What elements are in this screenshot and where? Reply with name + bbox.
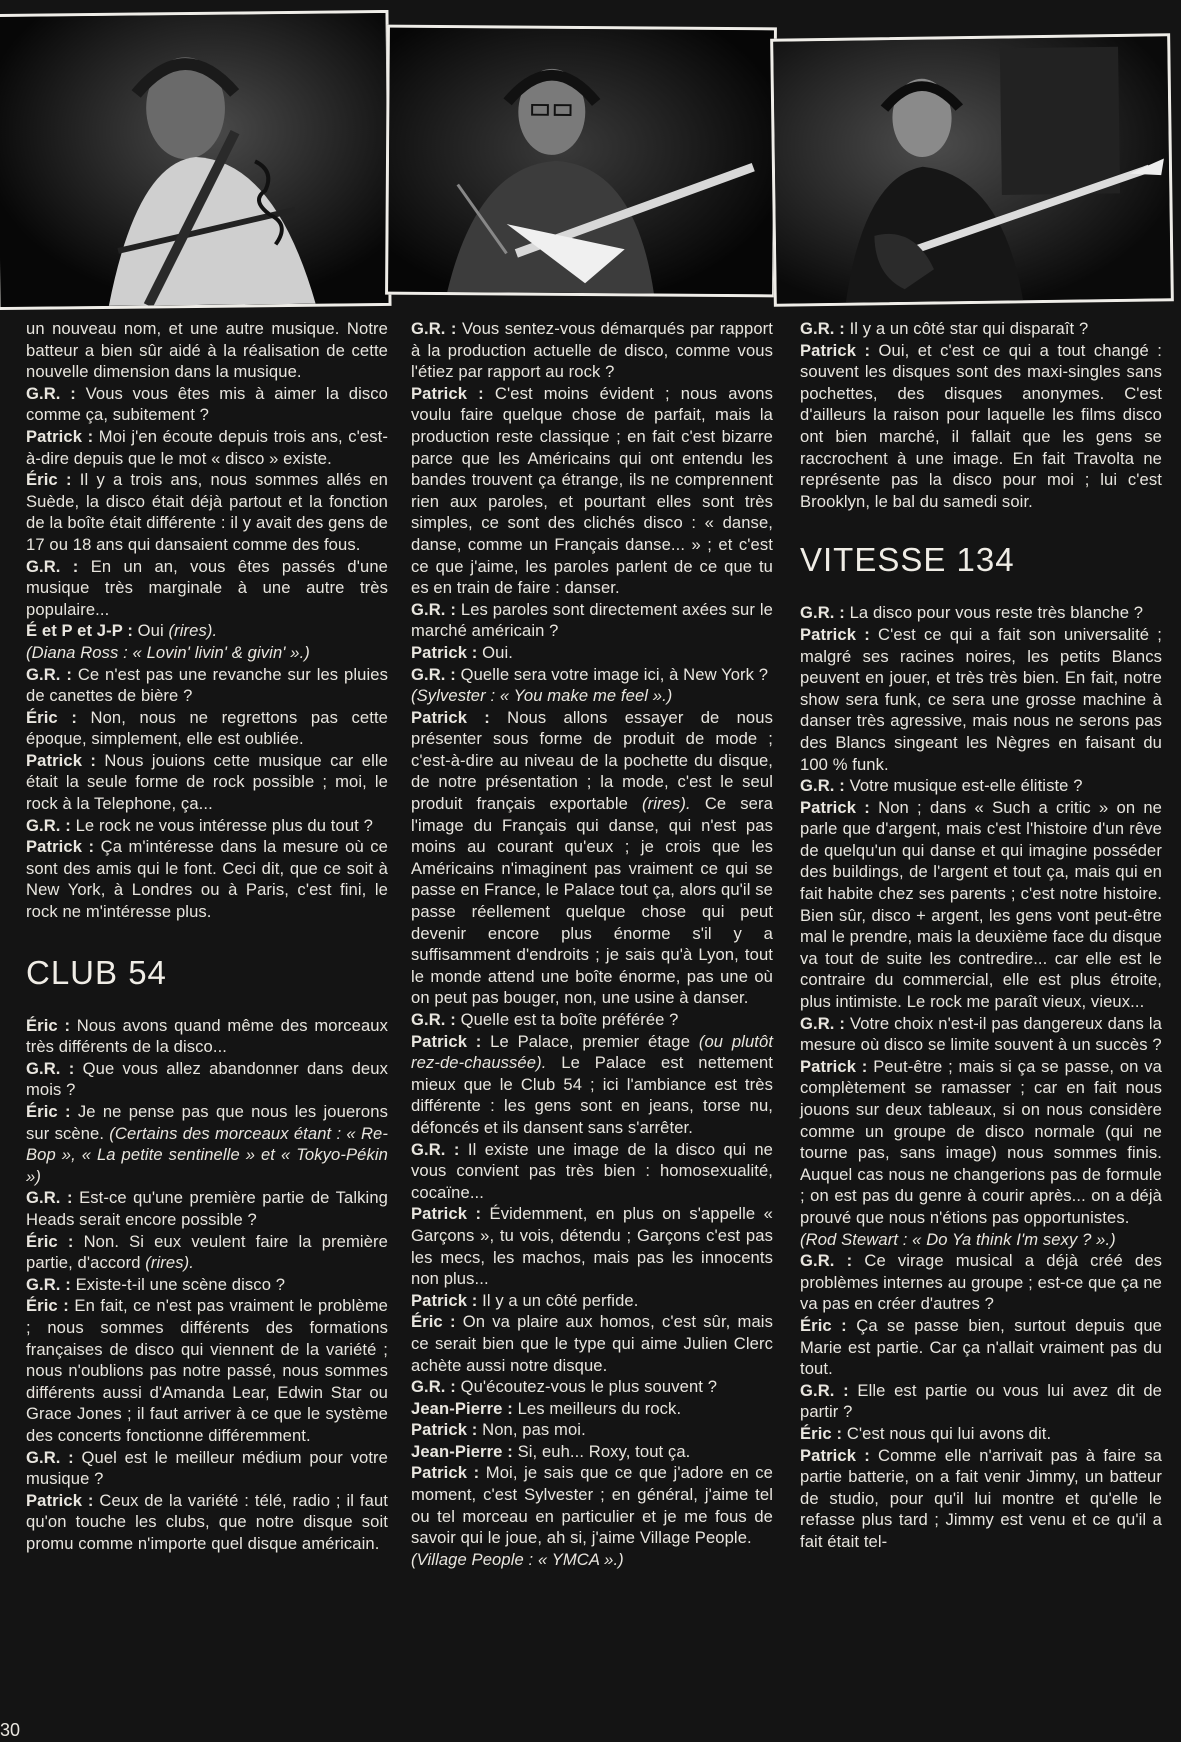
text: Vous vous êtes mis à aimer la disco comme ça, subitement ? <box>26 383 388 425</box>
text: Non ; dans « Such a critic » on ne parle que d'argent, mais c'est l'histoire d'un rêve de quelqu'un qui danse et qui imagine posséder des buildings, de l'argent et tout ça, mais qui en fait habite chez ses parents ; c'est notre histoire. Bien sûr, disco + argent, les gens vont peut-être mal le prendre, mais la deuxième face du disque va tout de suite les contredire... car elle est le contraire du commercial, elle est plus étroite, plus intimiste. Le rock me paraît vieux, vieux... <box>800 797 1163 1012</box>
paragraph <box>411 1376 773 1398</box>
text: Le rock ne vous intéresse plus du tout ? <box>75 815 373 835</box>
speaker: G.R. : <box>411 1377 456 1397</box>
paragraph <box>800 340 1162 513</box>
photo-bassist <box>770 33 1174 307</box>
section-heading-club-54: CLUB 54 <box>26 953 167 991</box>
speaker: Patrick : <box>26 1490 94 1510</box>
text: Ce sera l'image du Français qui danse, qui n'est pas moins au courant qu'eux ; je crois que les Américains n'imaginent pas vraiment ce qui se passe en France, le Palace tout ça, alors qu'il se passe réellement quelque chose qui peut devenir encore plus énorme s'il y a suffisamment d'endroits ; je sais qu'à Lyon, tout le monde attend une boîte énorme, pas une où on peut pas bouger, non, une usine à danser. <box>411 794 773 1008</box>
paragraph <box>26 1274 388 1296</box>
paragraph <box>26 383 388 426</box>
speaker: Éric : <box>26 1102 71 1121</box>
text: Que vous allez abandonner dans deux mois ? <box>26 1058 388 1100</box>
paragraph <box>411 1009 773 1031</box>
paragraph <box>26 1490 388 1555</box>
paragraph <box>411 1031 773 1139</box>
text: Nous allons essayer de nous présenter sous forme de produit de mode ; c'est-à-dire au niveau de la pochette du disque, de notre présentation ; la mode, c'est le seul produit français exportable <box>411 707 773 814</box>
text: Ceux de la variété : télé, radio ; il faut qu'on touche les clubs, que notre disque soit promu comme n'importe quel disque américain. <box>26 1490 388 1553</box>
speaker: Jean-Pierre : <box>411 1398 513 1418</box>
text: Comme elle n'arrivait pas à faire sa partie batterie, on a fait venir Jimmy, un batteur de studio, pour qu'il lui montre et qu'elle le refasse plus tard ; Jimmy est venu et ce qu'il a fait était tel- <box>800 1445 1163 1551</box>
paragraph <box>800 318 1162 340</box>
aside: (ou plutôt rez-de-chaussée). <box>411 1031 774 1073</box>
speaker: Patrick : <box>800 340 871 360</box>
text: Oui. <box>482 642 513 662</box>
speaker: Éric : <box>800 1423 843 1443</box>
paragraph <box>26 815 388 837</box>
paragraph <box>411 1419 773 1441</box>
paragraph <box>411 1311 773 1376</box>
photo-guitarist-glasses <box>385 25 777 298</box>
text: Il existe une image de la disco qui ne vous convient pas très bien : homosexualité, cocaïne... <box>411 1139 773 1202</box>
paragraph <box>800 1315 1162 1380</box>
aside: (rires). <box>642 794 691 814</box>
text: Oui, et c'est ce qui a tout changé : souvent les disques sont des maxi-singles sans pochettes, des disques anonymes. C'est d'ailleurs la raison pour laquelle les films disco ont bien marché, il fallait que les gens se raccrochent à une image. En fait Travolta ne représente pas la disco pour moi ; lui c'est Brooklyn, le bal du samedi soir. <box>800 340 1162 511</box>
paragraph <box>800 1013 1162 1056</box>
column-right <box>800 318 1162 1552</box>
text: Oui <box>137 621 164 641</box>
speaker: G.R. : <box>411 599 456 619</box>
text: Le Palace, premier étage <box>490 1031 691 1051</box>
text: Les paroles sont directement axées sur le marché américain ? <box>411 599 773 641</box>
text: C'est ce qui a fait son universalité ; malgré ses racines noires, les petits Blancs peuvent en jouer, et très très bien. En fait, notre show sera funk, ce sera une grosse machine à danser très agressive, mais nous ne serons pas des Blancs singeant les Nègres en faisant du 100 % funk. <box>800 624 1162 774</box>
song-reference: (Sylvester : « You make me feel ».) <box>411 686 673 706</box>
column-middle <box>411 318 773 1570</box>
paragraph <box>411 318 773 383</box>
photo-guitarist-headphones <box>0 10 392 310</box>
column-left <box>26 318 388 1554</box>
speaker: Éric : <box>411 1312 456 1332</box>
text: Quelle sera votre image ici, à New York ? <box>460 664 769 684</box>
speaker: Éric : <box>26 1015 71 1035</box>
speaker: G.R. : <box>26 556 79 576</box>
speaker: Patrick : <box>411 707 490 727</box>
paragraph <box>26 1231 388 1274</box>
speaker: G.R. : <box>411 319 457 338</box>
photo-guitarist-glasses-icon <box>388 28 774 295</box>
paragraph <box>26 1447 388 1490</box>
text: En fait, ce n'est pas vraiment le problème ; nous sommes différents des formations françaises de disco qui viennent de la variété ; nous n'oublions pas notre passé, nous sommes différents aussi d'Amanda Lear, Edwin Star ou Grace Jones ; il faut arriver à ce que le système des concerts fonctionne différemment. <box>26 1296 388 1445</box>
speaker: Patrick : <box>26 750 97 770</box>
text: Votre choix n'est-il pas dangereux dans la mesure où disco se limite souvent à un succès ? <box>800 1013 1162 1055</box>
paragraph <box>26 750 388 815</box>
speaker: G.R. : <box>800 776 845 796</box>
text: Ça m'intéresse dans la mesure où ce sont des amis qui le font. Ceci dit, que ce soit à New York, à Londres ou à Paris, c'est fini, le rock ne m'intéresse plus. <box>26 837 388 922</box>
paragraph <box>800 1250 1162 1315</box>
section-heading-vitesse-134: VITESSE 134 <box>800 541 1015 579</box>
aside: (rires). <box>145 1253 194 1273</box>
text: En un an, vous êtes passés d'une musique très marginale à une autre très populaire... <box>26 556 388 619</box>
text: Nous jouions cette musique car elle était la seule forme de rock possible ; moi, le rock à la Telephone, ça... <box>26 750 389 814</box>
text: Vous sentez-vous démarqués par rapport à la production actuelle de disco, comme vous l'étiez par rapport au rock ? <box>411 319 773 382</box>
paragraph <box>411 664 773 686</box>
page-number: 30 <box>0 1720 21 1740</box>
text: C'est moins évident ; nous avons voulu faire quelque chose de parfait, mais la production reste classique ; en fait c'est bizarre parce que les Américains qui ont entendu les bandes trouvent ça étrange, ils ne comprennent rien aux paroles, et pourtant elles sont très simples, ce sont des clichés disco : « danse, danse, comme un Français danse... » ; et c'est ce que j'aime, les paroles parlent de ce que tu es en train de faire : danser. <box>411 383 774 598</box>
speaker: G.R. : <box>26 815 71 835</box>
speaker: Patrick : <box>800 1056 868 1076</box>
speaker: G.R. : <box>411 664 456 684</box>
speaker: Patrick : <box>800 624 870 644</box>
aside: (rires). <box>168 621 218 641</box>
paragraph <box>411 1462 773 1548</box>
speaker: G.R. : <box>411 1010 456 1029</box>
text: On va plaire aux homos, c'est sûr, mais ce serait bien que le type qui aime Julien Clerc achète aussi notre disque. <box>411 1312 773 1375</box>
paragraph <box>26 426 388 469</box>
song-reference: (Diana Ross : « Lovin' livin' & givin' ».) <box>26 642 310 662</box>
speaker: Patrick : <box>26 426 94 446</box>
song-reference: (Rod Stewart : « Do Ya think I'm sexy ? ».) <box>800 1229 1116 1249</box>
paragraph <box>411 1441 773 1463</box>
speaker: Patrick : <box>411 383 484 403</box>
speaker: G.R. : <box>26 1188 73 1208</box>
text: Non, pas moi. <box>482 1420 586 1440</box>
paragraph <box>26 1058 388 1101</box>
speaker: G.R. : <box>26 1058 75 1078</box>
speaker: Patrick : <box>800 797 870 817</box>
speaker: Patrick : <box>411 642 478 662</box>
paragraph <box>26 1295 388 1446</box>
paragraph <box>411 599 773 642</box>
speaker: G.R. : <box>26 1274 71 1294</box>
text: Votre musique est-elle élitiste ? <box>849 776 1083 796</box>
speaker: G.R. : <box>800 1380 849 1400</box>
speaker: G.R. : <box>26 383 76 403</box>
paragraph <box>411 707 773 1009</box>
text: Ça se passe bien, surtout depuis que Marie est partie. Car ça n'allait vraiment pas du tout. <box>800 1315 1163 1379</box>
speaker: G.R. : <box>800 319 845 338</box>
text: Peut-être ; mais si ça se passe, on va complètement se ramasser ; car en fait nous jouons sur deux tableaux, si on nous considère comme un groupe de disco normale (qui ne tourne pas, sans image) nous sommes finis. Auquel cas nous ne changerions pas de formule ; on est pas du genre à courir après... on a déjà prouvé que nous n'étions pas opportunistes. <box>800 1056 1162 1227</box>
paragraph <box>411 1398 773 1420</box>
paragraph <box>26 1015 388 1058</box>
text: Non, nous ne regrettons pas cette époque, simplement, elle est oubliée. <box>26 707 388 749</box>
paragraph <box>800 775 1162 797</box>
text: Je ne pense pas que nous les jouerons sur scène. <box>26 1102 388 1143</box>
speaker: Patrick : <box>26 837 95 857</box>
speaker: G.R. : <box>26 1447 74 1467</box>
paragraph <box>411 642 773 664</box>
text: Quelle est ta boîte préférée ? <box>460 1010 679 1029</box>
aside: (Certains des morceaux étant : « Re-Bop », « La petite sentinelle » et « Tokyo-Pékin ») <box>26 1123 388 1186</box>
text: La disco pour vous reste très blanche ? <box>849 603 1144 623</box>
speaker: Éric : <box>26 1296 69 1316</box>
paragraph <box>411 1203 773 1289</box>
text: C'est nous qui lui avons dit. <box>846 1423 1052 1443</box>
text: Il y a trois ans, nous sommes allés en Suède, la disco était déjà partout et la fonction de la boîte était différente : il y avait des gens de 17 ou 18 ans qui dansaient comme des fous. <box>26 470 388 554</box>
speaker: Patrick : <box>411 1463 480 1483</box>
speaker: Patrick : <box>411 1204 482 1224</box>
speaker: Jean-Pierre : <box>411 1441 513 1461</box>
text: Il y a un côté perfide. <box>482 1290 639 1310</box>
paragraph <box>800 1445 1162 1553</box>
text: Elle est partie ou vous lui avez dit de partir ? <box>800 1380 1162 1422</box>
text: Évidemment, en plus on s'appelle « Garçons », tu vois, détendu ; Garçons c'est pas les mecs, les machos, mais pas les innocents non plus... <box>411 1204 773 1289</box>
speaker: G.R. : <box>800 603 845 623</box>
text: Le Palace est nettement mieux que le Club 54 ; ici l'ambiance est très différente : les gens sont en jeans, torse nu, défoncés et ils dansent sans s'arrêter. <box>411 1053 773 1137</box>
paragraph <box>411 1139 773 1204</box>
speaker: G.R. : <box>800 1013 846 1033</box>
speaker: Éric : <box>26 1231 74 1251</box>
text: Nous avons quand même des morceaux très différents de la disco... <box>26 1015 389 1057</box>
text: Est-ce qu'une première partie de Talking Heads serait encore possible ? <box>26 1188 388 1229</box>
speaker: Éric : <box>26 707 77 727</box>
speaker: Patrick : <box>411 1290 478 1310</box>
speaker: Éric : <box>26 470 72 490</box>
speaker: G.R. : <box>26 664 72 684</box>
text: Les meilleurs du rock. <box>517 1398 682 1418</box>
speaker: Patrick : <box>411 1031 482 1051</box>
text: Qu'écoutez-vous le plus souvent ? <box>460 1377 718 1397</box>
paragraph <box>26 1187 388 1230</box>
text: Moi, je sais que ce que j'adore en ce moment, c'est Sylvester ; en général, j'aime tel ou tel morceau en particulier et je me fous de savoir qui le joue, ah si, j'aime Village People. <box>411 1463 773 1548</box>
paragraph <box>411 383 773 599</box>
speaker: Éric : <box>800 1315 847 1335</box>
paragraph <box>26 664 388 707</box>
text: Moi j'en écoute depuis trois ans, c'est-à-dire depuis que le mot « disco » existe. <box>26 426 388 468</box>
speaker: G.R. : <box>411 1139 460 1159</box>
paragraph <box>26 1101 388 1187</box>
paragraph <box>26 556 388 621</box>
paragraph <box>26 836 388 922</box>
paragraph <box>800 624 1162 775</box>
paragraph <box>411 1290 773 1312</box>
text: Existe-t-il une scène disco ? <box>75 1274 286 1294</box>
paragraph: un nouveau nom, et une autre musique. Notre batteur a bien sûr aidé à la réalisation de cette nouvelle dimension dans la musique. <box>26 319 388 382</box>
paragraph <box>800 1380 1162 1423</box>
text: Il y a un côté star qui disparaît ? <box>849 319 1089 338</box>
text: Si, euh... Roxy, tout ça. <box>517 1441 691 1461</box>
speaker: É et P et J-P : <box>26 621 133 641</box>
speaker: G.R. : <box>800 1251 853 1271</box>
song-reference: (Village People : « YMCA ».) <box>411 1549 624 1569</box>
paragraph <box>26 620 388 642</box>
paragraph <box>800 1423 1162 1445</box>
paragraph <box>800 797 1162 1013</box>
text: Quel est le meilleur médium pour votre musique ? <box>26 1447 388 1489</box>
photo-guitarist-headphones-icon <box>0 13 389 307</box>
paragraph <box>800 1056 1162 1229</box>
text: Non. Si eux veulent faire la première partie, d'accord <box>26 1231 388 1273</box>
speaker: Patrick : <box>411 1420 478 1440</box>
paragraph <box>26 469 388 555</box>
text: Ce n'est pas une revanche sur les pluies de canettes de bière ? <box>26 664 388 706</box>
photo-bassist-icon <box>773 36 1171 303</box>
text: Ce virage musical a déjà créé des problèmes internes au groupe ; est-ce que ça ne va pas en créer d'autres ? <box>800 1251 1162 1314</box>
paragraph <box>26 707 388 750</box>
paragraph <box>800 602 1162 624</box>
speaker: Patrick : <box>800 1445 870 1465</box>
